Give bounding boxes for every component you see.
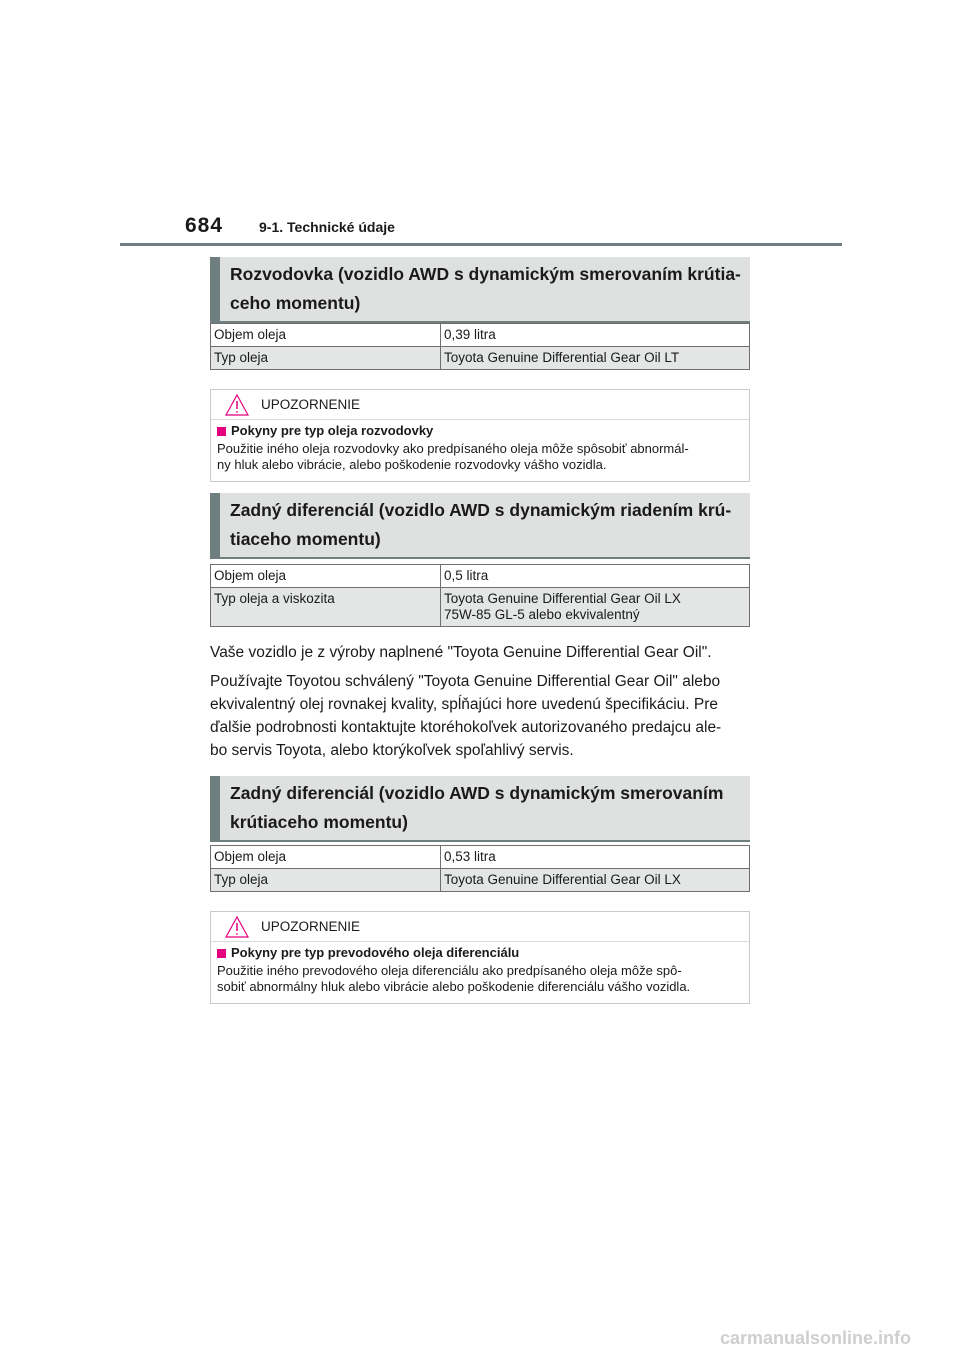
table-cell-value: Toyota Genuine Differential Gear Oil LX bbox=[441, 869, 750, 892]
spec-table-rear-diff-2 bbox=[210, 845, 750, 892]
caution-subheading bbox=[217, 423, 743, 439]
caution-title: UPOZORNENIE bbox=[261, 919, 361, 934]
caution-subheading-text: Pokyny pre typ prevodového oleja diferenciálu bbox=[231, 945, 520, 960]
body-text bbox=[210, 641, 755, 768]
header-divider bbox=[120, 243, 842, 246]
table-cell-label: Typ oleja bbox=[211, 869, 441, 892]
table-cell-value: 0,5 litra bbox=[441, 565, 750, 588]
table-row bbox=[211, 846, 750, 869]
table-row bbox=[211, 324, 750, 347]
table-row bbox=[211, 347, 750, 370]
section-heading-text: Zadný diferenciál (vozidlo AWD s dynamickým riadením krú- tiaceho momentu) bbox=[230, 500, 732, 549]
page-number: 684 bbox=[185, 214, 224, 237]
table-cell-value: Toyota Genuine Differential Gear Oil LX 75W-85 GL-5 alebo ekvivalentný bbox=[441, 588, 750, 627]
table-cell-label: Objem oleja bbox=[211, 846, 441, 869]
body-paragraph: Používajte Toyotou schválený "Toyota Genuine Differential Gear Oil" alebo ekvivalentný olej rovnakej kvality, spĺňajúci hore uvedenú špecifikáciu. Pre ďalšie podrobnosti kontaktujte ktoréhokoľvek autorizovaného predajcu ale- bo servis Toyota, alebo ktorýkoľvek spoľahlivý servis. bbox=[210, 673, 722, 759]
caution-subheading-text: Pokyny pre typ oleja rozvodovky bbox=[231, 423, 434, 438]
caution-box bbox=[210, 389, 750, 482]
spec-table-rear-diff-1 bbox=[210, 564, 750, 627]
caution-subheading bbox=[217, 945, 743, 961]
caution-body bbox=[211, 420, 749, 481]
body-paragraph: Vaše vozidlo je z výroby naplnené "Toyota Genuine Differential Gear Oil". bbox=[210, 644, 712, 661]
table-row bbox=[211, 869, 750, 892]
caution-text: Použitie iného prevodového oleja diferenciálu ako predpísaného oleja môže spô- sobiť abnormálny hluk alebo vibrácie alebo poškodenie diferenciálu vášho vozidla. bbox=[217, 963, 691, 994]
table-cell-value: Toyota Genuine Differential Gear Oil LT bbox=[441, 347, 750, 370]
table-cell-label: Typ oleja bbox=[211, 347, 441, 370]
watermark: carmanualsonline.info bbox=[720, 1328, 912, 1348]
warning-triangle-icon bbox=[225, 394, 249, 416]
caution-box bbox=[210, 911, 750, 1004]
caution-text: Použitie iného oleja rozvodovky ako predpísaného oleja môže spôsobiť abnormál- ny hluk alebo vibrácie, alebo poškodenie rozvodovky vášho vozidla. bbox=[217, 441, 689, 472]
table-row bbox=[211, 565, 750, 588]
section-heading-text: Zadný diferenciál (vozidlo AWD s dynamickým smerovaním krútiaceho momentu) bbox=[230, 783, 724, 832]
spec-table-transfer bbox=[210, 323, 750, 370]
caution-title: UPOZORNENIE bbox=[261, 397, 361, 412]
section-heading-transfer bbox=[210, 257, 750, 323]
caution-header bbox=[211, 912, 749, 942]
table-row bbox=[211, 588, 750, 627]
caution-body bbox=[211, 942, 749, 1003]
warning-triangle-icon bbox=[225, 916, 249, 938]
chapter-title: 9-1. Technické údaje bbox=[259, 219, 395, 235]
section-heading-rear-diff-2 bbox=[210, 776, 750, 842]
section-heading-text: Rozvodovka (vozidlo AWD s dynamickým smerovaním krútia- ceho momentu) bbox=[230, 264, 741, 313]
section-heading-rear-diff-1 bbox=[210, 493, 750, 559]
square-bullet-icon bbox=[217, 949, 226, 958]
table-cell-value: 0,53 litra bbox=[441, 846, 750, 869]
table-cell-label: Objem oleja bbox=[211, 324, 441, 347]
table-cell-value: 0,39 litra bbox=[441, 324, 750, 347]
caution-header bbox=[211, 390, 749, 420]
square-bullet-icon bbox=[217, 427, 226, 436]
table-cell-label: Objem oleja bbox=[211, 565, 441, 588]
table-cell-label: Typ oleja a viskozita bbox=[211, 588, 441, 627]
